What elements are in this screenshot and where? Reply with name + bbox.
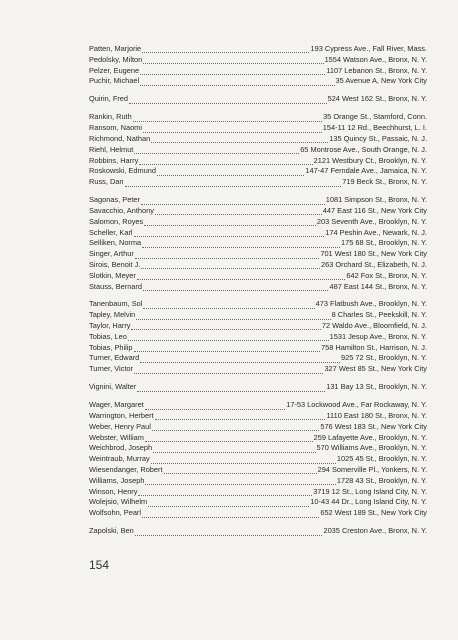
entry-name: Williams, Joseph	[89, 475, 145, 485]
dot-leader	[134, 146, 299, 154]
entry-address: 327 West 85 St., New York City	[324, 364, 427, 374]
directory-entry	[89, 249, 427, 260]
entry-name: Wolfsohn, Pearl	[89, 508, 142, 518]
directory-entry	[89, 112, 427, 123]
directory-entry	[89, 400, 427, 411]
entry-address: 65 Montrose Ave., South Orange, N. J.	[300, 144, 427, 154]
directory-entry	[89, 94, 427, 105]
entry-address: 1110 East 180 St., Bronx, N. Y.	[326, 411, 427, 421]
entry-address: 10-43 44 Dr., Long Island City, N. Y.	[310, 497, 427, 507]
dot-leader	[143, 56, 323, 64]
dot-leader	[145, 434, 313, 442]
entry-name: Turner, Edward	[89, 353, 140, 363]
dot-leader	[152, 423, 319, 431]
dot-leader	[157, 168, 304, 176]
dot-leader	[141, 261, 320, 269]
entry-address: 203 Seventh Ave., Brooklyn, N. Y.	[316, 216, 427, 226]
entry-name: Zapolski, Ben	[89, 526, 134, 536]
entry-address: 701 West 180 St., New York City	[320, 249, 427, 259]
entry-address: 294 Somerville Pl., Yonkers, N. Y.	[317, 465, 427, 475]
entry-name: Russ, Dan	[89, 177, 124, 187]
entry-address: 2121 Westbury Ct., Brooklyn, N. Y.	[313, 155, 427, 165]
directory-entry	[89, 217, 427, 228]
directory-entry	[89, 134, 427, 145]
dot-leader	[148, 499, 309, 507]
entry-name: Weber, Henry Paul	[89, 421, 151, 431]
entry-address: 1081 Simpson St., Bronx, N. Y.	[325, 195, 427, 205]
directory-entry	[89, 321, 427, 332]
dot-leader	[141, 197, 325, 205]
entry-name: Robbins, Harry	[89, 155, 139, 165]
dot-leader	[137, 272, 346, 280]
dot-leader	[134, 344, 320, 352]
entry-address: 1107 Lebanon St., Bronx, N. Y.	[326, 65, 427, 75]
entry-name: Riehl, Helmut	[89, 144, 134, 154]
entry-address: 758 Hamilton St., Harrison, N. J.	[321, 342, 427, 352]
entry-name: Ransom, Naomi	[89, 123, 142, 133]
entry-address: 259 Lafayette Ave., Brooklyn, N. Y.	[313, 432, 427, 442]
entry-address: 17-53 Lockwood Ave., Far Rockaway, N. Y.	[286, 400, 427, 410]
entry-address: 1025 45 St., Brooklyn, N. Y.	[336, 454, 427, 464]
entry-name: Stauss, Bernard	[89, 281, 142, 291]
entry-name: Puchir, Michael	[89, 76, 140, 86]
directory-entry	[89, 238, 427, 249]
entry-address: 473 Flatbush Ave., Brooklyn, N. Y.	[315, 299, 427, 309]
directory-entry	[89, 271, 427, 282]
directory-entry	[89, 443, 427, 454]
entry-name: Turner, Victor	[89, 364, 133, 374]
directory-entry	[89, 433, 427, 444]
dot-leader	[139, 157, 312, 165]
entry-name: Slotkin, Meyer	[89, 270, 136, 280]
dot-leader	[133, 114, 322, 122]
dot-leader	[153, 445, 315, 453]
entry-address: 193 Cypress Ave., Fall River, Mass.	[310, 44, 427, 53]
directory-entry	[89, 332, 427, 343]
entry-address: 175 68 St., Brooklyn, N. Y.	[340, 238, 427, 248]
entry-address: 131 Bay 13 St., Brooklyn, N. Y.	[326, 382, 427, 392]
dot-leader	[143, 301, 314, 309]
directory-entry	[89, 260, 427, 271]
dot-leader	[164, 466, 317, 474]
entry-name: Taylor, Harry	[89, 321, 131, 331]
entry-address: 35 Avenue A, New York City	[335, 76, 427, 86]
dot-leader	[142, 510, 319, 518]
section-gap	[89, 105, 427, 112]
entry-address: 576 West 183 St., New York City	[320, 421, 427, 431]
dot-leader	[140, 355, 340, 363]
directory-entry	[89, 156, 427, 167]
dot-leader	[155, 412, 326, 420]
directory-entry	[89, 206, 427, 217]
directory-entry	[89, 497, 427, 508]
entry-address: 3719 12 St., Long Island City, N. Y.	[313, 486, 427, 496]
entry-address: 642 Fox St., Bronx, N. Y.	[346, 270, 427, 280]
directory-entry	[89, 145, 427, 156]
directory-entry	[89, 364, 427, 375]
dot-leader	[142, 240, 340, 248]
directory-entry	[89, 411, 427, 422]
entry-name: Webster, William	[89, 432, 144, 442]
section-gap	[89, 393, 427, 400]
entry-name: Salomon, Royes	[89, 216, 144, 226]
entry-name: Savacchio, Anthony	[89, 205, 154, 215]
page-number: 154	[89, 558, 110, 572]
dot-leader	[140, 67, 325, 75]
directory-entry	[89, 299, 427, 310]
dot-leader	[134, 366, 323, 374]
dot-leader	[145, 402, 285, 410]
entry-address: 8 Charles St., Peekskill, N. Y.	[331, 310, 427, 320]
entry-name: Vignini, Walter	[89, 382, 137, 392]
entry-name: Scheller, Karl	[89, 227, 133, 237]
dot-leader	[142, 45, 309, 53]
entry-name: Singer, Arthur	[89, 249, 134, 259]
entry-name: Tanenbaum, Sol	[89, 299, 143, 309]
entry-address: 147-47 Ferndale Ave., Jamaica, N. Y.	[305, 166, 427, 176]
entry-address: 135 Quincy St., Passaic, N. J.	[329, 133, 427, 143]
directory-entry	[89, 66, 427, 77]
dot-leader	[143, 283, 328, 291]
entry-name: Tapley, Melvin	[89, 310, 136, 320]
entry-address: 174 Peshin Ave., Newark, N. J.	[325, 227, 427, 237]
dot-leader	[129, 96, 327, 104]
entry-address: 1531 Jesup Ave., Bronx, N. Y.	[329, 331, 427, 341]
entry-name: Winson, Henry	[89, 486, 138, 496]
entry-address: 1728 43 St., Brooklyn, N. Y.	[336, 475, 427, 485]
dot-leader	[134, 229, 325, 237]
entry-address: 2035 Creston Ave., Bronx, N. Y.	[323, 526, 427, 536]
entry-name: Patten, Marjorie	[89, 44, 142, 53]
directory-entry	[89, 282, 427, 293]
directory-entry	[89, 310, 427, 321]
entry-name: Pelzer, Eugene	[89, 65, 140, 75]
dot-leader	[135, 251, 320, 259]
dot-leader	[145, 477, 335, 485]
entry-name: Richmond, Nathan	[89, 133, 151, 143]
entry-address: 447 East 116 St., New York City	[322, 205, 427, 215]
entry-name: Weichbrod, Joseph	[89, 443, 153, 453]
entry-address: 35 Orange St., Stamford, Conn.	[323, 112, 427, 122]
entry-name: Rankin, Ruth	[89, 112, 132, 122]
directory-entry	[89, 454, 427, 465]
entry-name: Sagonas, Peter	[89, 195, 140, 205]
dot-leader	[128, 333, 329, 341]
entry-address: 72 Waldo Ave., Bloomfield, N. J.	[321, 321, 427, 331]
directory-entry	[89, 526, 427, 537]
dot-leader	[125, 179, 342, 187]
section-gap	[89, 519, 427, 526]
dot-leader	[137, 384, 325, 392]
entry-name: Selliken, Norma	[89, 238, 142, 248]
section-gap	[89, 375, 427, 382]
directory-entry	[89, 177, 427, 188]
entry-address: 487 East 144 St., Bronx, N. Y.	[329, 281, 427, 291]
dot-leader	[143, 125, 322, 133]
dot-leader	[131, 322, 320, 330]
dot-leader	[151, 456, 336, 464]
entry-address: 154-11 12 Rd., Beechhurst, L. I.	[322, 123, 427, 133]
entry-name: Tobias, Leo	[89, 331, 127, 341]
directory-entry	[89, 465, 427, 476]
section-gap	[89, 188, 427, 195]
directory-entry	[89, 343, 427, 354]
directory-entry	[89, 382, 427, 393]
entry-address: 524 West 162 St., Bronx, N. Y.	[327, 94, 427, 104]
dot-leader	[136, 312, 330, 320]
entry-name: Wager, Margaret	[89, 400, 144, 410]
dot-leader	[151, 135, 328, 143]
entry-address: 925 72 St., Brooklyn, N. Y.	[340, 353, 427, 363]
directory-entry	[89, 195, 427, 206]
entry-name: Sirois, Benoit J.	[89, 259, 141, 269]
entry-name: Warrington, Herbert	[89, 411, 154, 421]
entry-name: Pedolsky, Milton	[89, 54, 143, 64]
entry-name: Wiesendanger, Robert	[89, 465, 163, 475]
directory-entry	[89, 487, 427, 498]
directory-entry	[89, 508, 427, 519]
dot-leader	[140, 78, 334, 86]
directory-entry	[89, 55, 427, 66]
entry-name: Quirin, Fred	[89, 94, 129, 104]
entry-name: Tobias, Philip	[89, 342, 133, 352]
dot-leader	[135, 528, 323, 536]
dot-leader	[144, 218, 316, 226]
entry-address: 570 Williams Ave., Brooklyn, N. Y.	[316, 443, 427, 453]
directory-entry	[89, 123, 427, 134]
directory-entry	[89, 228, 427, 239]
section-gap	[89, 87, 427, 94]
directory-list	[89, 44, 427, 537]
directory-entry	[89, 166, 427, 177]
section-gap	[89, 292, 427, 299]
entry-address: 1554 Watson Ave., Bronx, N. Y.	[324, 54, 427, 64]
entry-name: Roskowski, Edmund	[89, 166, 156, 176]
directory-entry	[89, 422, 427, 433]
directory-entry	[89, 353, 427, 364]
entry-address: 263 Orchard St., Elizabeth, N. J.	[321, 259, 427, 269]
directory-entry	[89, 76, 427, 87]
directory-entry	[89, 476, 427, 487]
dot-leader	[138, 488, 312, 496]
entry-address: 719 Beck St., Bronx, N. Y.	[342, 177, 427, 187]
entry-name: Weintraub, Murray	[89, 454, 150, 464]
directory-entry	[89, 44, 427, 55]
entry-address: 652 West 189 St., New York City	[320, 508, 427, 518]
entry-name: Wolejsio, Wilhelm	[89, 497, 148, 507]
dot-leader	[155, 207, 322, 215]
